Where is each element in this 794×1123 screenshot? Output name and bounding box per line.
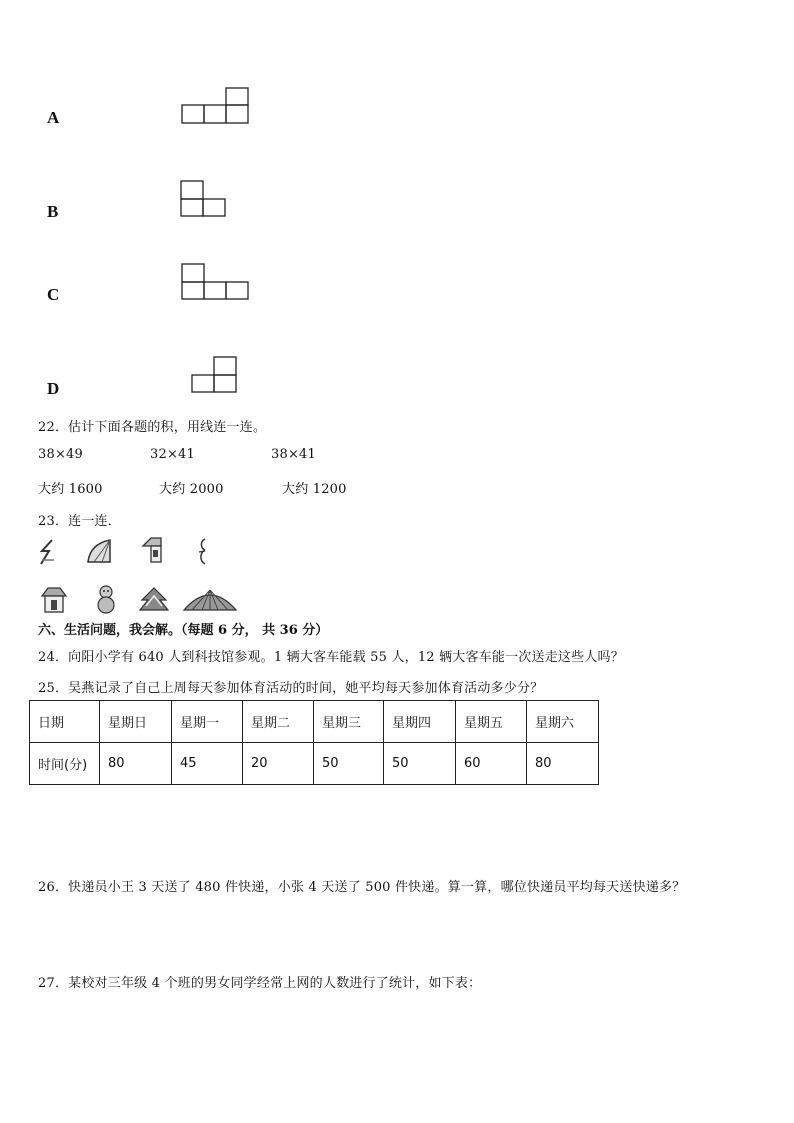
house-icon <box>40 586 68 618</box>
tree-icon <box>138 586 170 618</box>
question-24: 24．向阳小学有 640 人到科技馆参观。1 辆大客车能载 55 人，12 辆大客车能一次送走这些人吗？ <box>38 650 624 665</box>
table-cell: 20 <box>243 743 314 785</box>
shape-view-a <box>181 87 251 125</box>
shape-view-c <box>181 263 251 301</box>
question-23-prompt: 23．连一连． <box>38 514 121 529</box>
lightning-half-icon <box>38 538 58 570</box>
q22-expression: 38×41 <box>271 447 316 462</box>
q22-answer: 大约 1200 <box>282 482 347 497</box>
table-cell: 50 <box>384 743 456 785</box>
q22-answer: 大约 2000 <box>159 482 224 497</box>
table-cell: 时间(分) <box>30 743 100 785</box>
table-cell: 星期日 <box>100 701 172 743</box>
option-letter-c: C <box>47 285 60 304</box>
snowman-icon <box>95 584 117 618</box>
question-25: 25．吴燕记录了自己上周每天参加体育活动的时间，她平均每天参加体育活动多少分？ <box>38 681 544 696</box>
table-cell: 日期 <box>30 701 100 743</box>
table-cell: 星期四 <box>384 701 456 743</box>
shape-view-d <box>191 356 239 394</box>
question-27: 27．某校对三年级 4 个班的男女同学经常上网的人数进行了统计，如下表： <box>38 976 482 991</box>
table-cell: 60 <box>456 743 527 785</box>
q22-expression: 38×49 <box>38 447 83 462</box>
table-cell: 80 <box>100 743 172 785</box>
question-22-prompt: 22．估计下面各题的积，用线连一连。 <box>38 420 267 435</box>
table-cell: 星期六 <box>527 701 599 743</box>
table-cell: 80 <box>527 743 599 785</box>
q22-expression: 32×41 <box>150 447 195 462</box>
umbrella-icon <box>182 588 238 618</box>
table-cell: 星期三 <box>314 701 384 743</box>
house-half-icon <box>141 536 163 570</box>
table-cell: 星期一 <box>172 701 243 743</box>
table-cell: 星期五 <box>456 701 527 743</box>
table-cell: 45 <box>172 743 243 785</box>
option-letter-b: B <box>47 202 59 221</box>
q22-answer: 大约 1600 <box>38 482 103 497</box>
shape-view-b <box>180 180 228 218</box>
table-cell: 50 <box>314 743 384 785</box>
table-header-row <box>30 701 599 743</box>
question-26: 26．快递员小王 3 天送了 480 件快递，小张 4 天送了 500 件快递。算一算，哪位快递员平均每天送快递多？ <box>38 880 686 895</box>
snowman-half-icon <box>195 536 209 570</box>
table-row <box>30 743 599 785</box>
table-cell: 星期二 <box>243 701 314 743</box>
option-letter-a: A <box>47 108 60 127</box>
umbrella-half-icon <box>86 538 114 570</box>
option-letter-d: D <box>47 379 60 398</box>
section-6-title: 六、生活问题，我会解。（每题 6 分， 共 36 分） <box>38 623 329 638</box>
activity-time-table <box>29 700 599 785</box>
